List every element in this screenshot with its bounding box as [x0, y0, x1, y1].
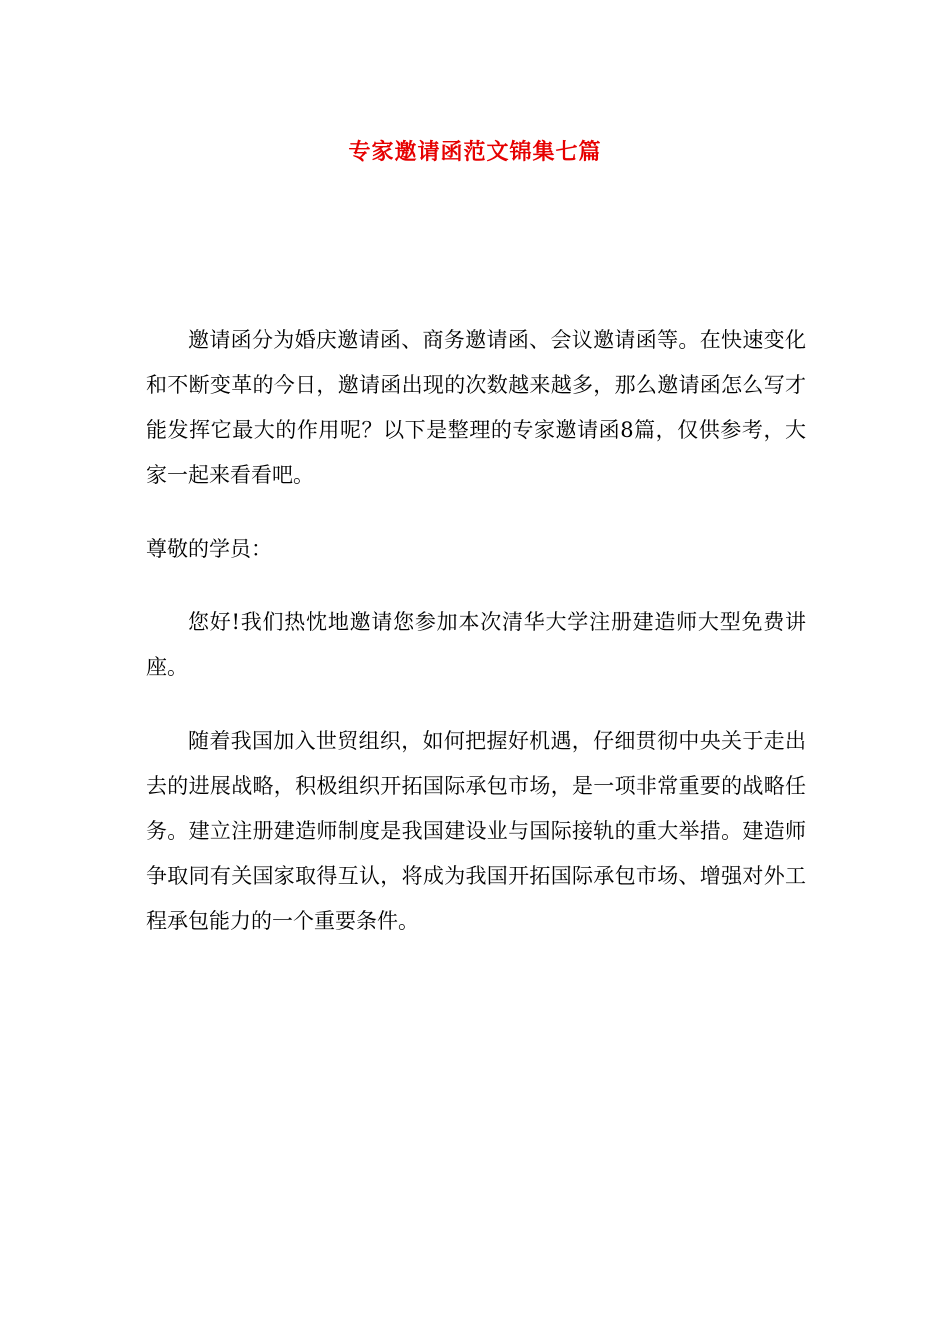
paragraph-intro: 邀请函分为婚庆邀请函、商务邀请函、会议邀请函等。在快速变化和不断变革的今日，邀请函出现的次数越来越多，那么邀请函怎么写才能发挥它最大的作用呢？以下是整理的专家邀请函8篇，仅供参考，大家一起来看看吧。 [146, 328, 806, 487]
paragraph-greeting: 您好!我们热忱地邀请您参加本次清华大学注册建造师大型免费讲座。 [146, 610, 806, 680]
document-body [146, 318, 806, 972]
paragraph-background: 随着我国加入世贸组织，如何把握好机遇，仔细贯彻中央关于走出去的进展战略，积极组织开拓国际承包市场，是一项非常重要的战略任务。建立注册建造师制度是我国建设业与国际接轨的重大举措。建造师争取同有关国家取得互认，将成为我国开拓国际承包市场、增强对外工程承包能力的一个重要条件。 [146, 728, 806, 933]
document-title: 专家邀请函范文锦集七篇 [348, 139, 602, 165]
paragraph-salutation: 尊敬的学员： [146, 536, 272, 561]
